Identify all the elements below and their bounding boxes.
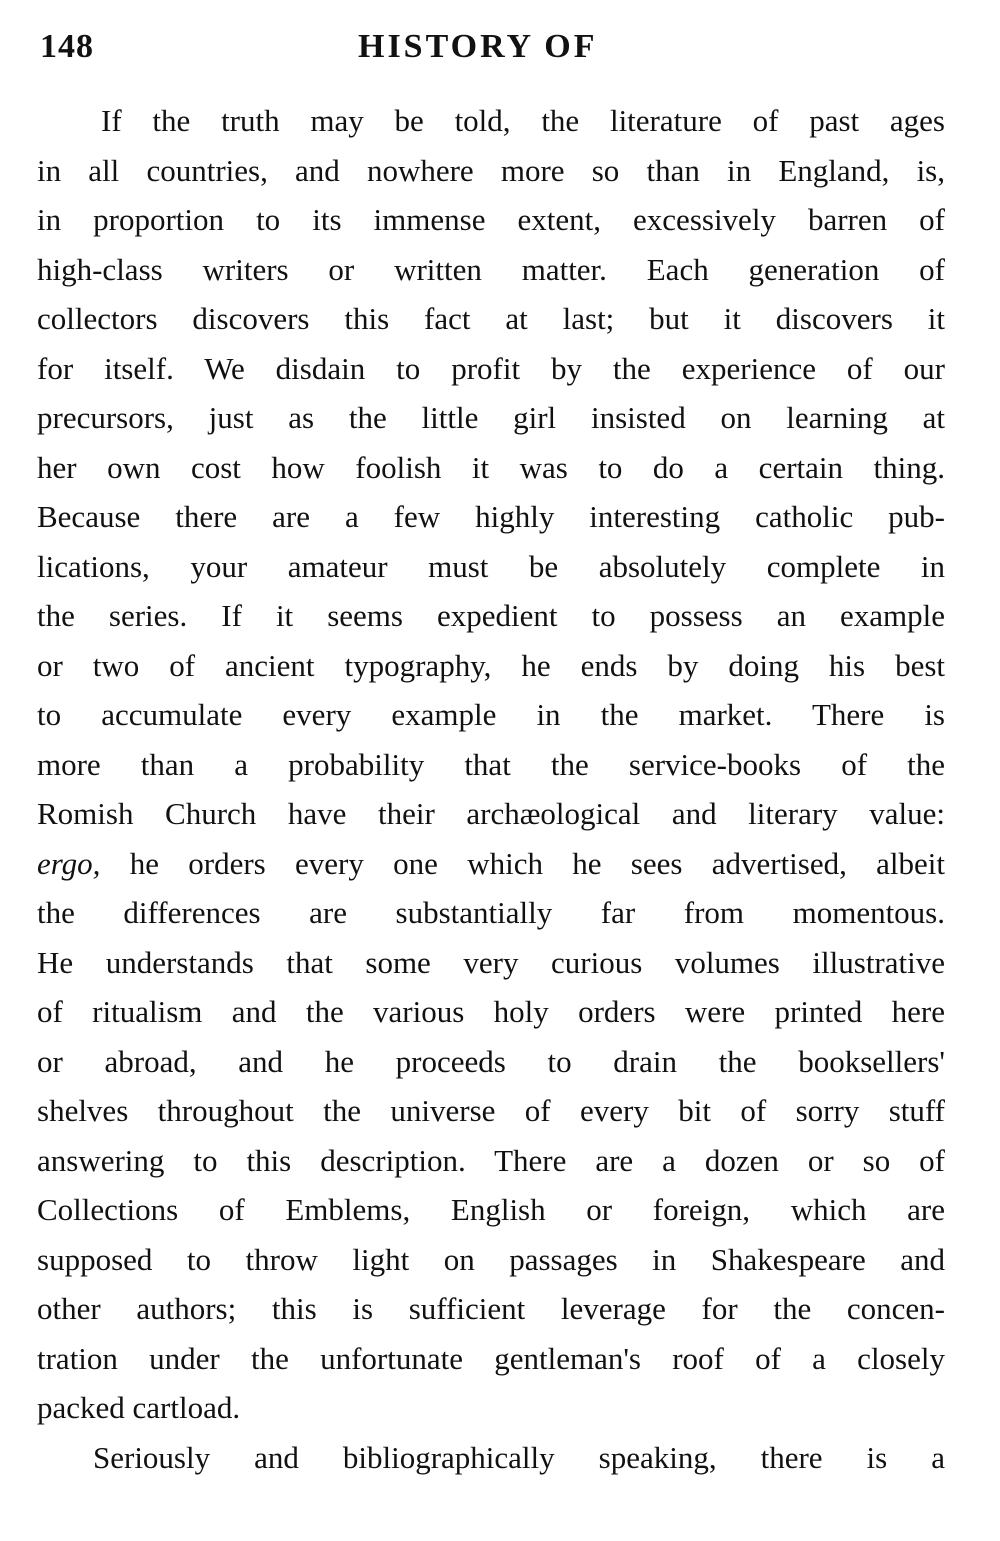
text-line: supposed to throw light on passages in Shakespeare and <box>37 1241 945 1277</box>
text-line: for itself. We disdain to profit by the experience of our <box>37 350 945 386</box>
text-line: tration under the unfortunate gentleman's roof of a closely <box>37 1340 945 1376</box>
text-line: her own cost how foolish it was to do a certain thing. <box>37 449 945 485</box>
text-line: lications, your amateur must be absolutely complete in <box>37 548 945 584</box>
text-line: If the truth may be told, the literature of past ages <box>101 103 945 138</box>
text-line: Collections of Emblems, English or foreign, which are <box>37 1192 945 1227</box>
text-line: or two of ancient typography, he ends by doing his best <box>37 647 945 683</box>
text-line-with-italic <box>37 839 945 889</box>
text-line: Because there are a few highly interesting catholic pub- <box>37 499 945 534</box>
text-line-rest: he orders every one which he sees advertised, albeit <box>129 845 946 881</box>
text-line: shelves throughout the universe of every bit of sorry stuff <box>37 1093 945 1128</box>
text-line: precursors, just as the little girl insisted on learning at <box>37 400 945 435</box>
text-line: Seriously and bibliographically speaking, there is a <box>93 1439 945 1475</box>
body-text <box>37 96 945 1482</box>
text-line: more than a probability that the service-books of the <box>37 746 945 782</box>
text-line: high-class writers or written matter. Each generation of <box>37 251 945 287</box>
text-line: packed cartload. <box>37 1390 241 1425</box>
page-number: 148 <box>40 28 94 65</box>
text-line: answering to this description. There are a dozen or so of <box>37 1142 945 1178</box>
page-header <box>40 28 945 72</box>
text-line: He understands that some very curious volumes illustrative <box>37 944 945 980</box>
italic-word: ergo, <box>37 845 101 881</box>
text-line: other authors; this is sufficient leverage for the concen- <box>37 1291 945 1326</box>
text-line: the differences are substantially far from momentous. <box>37 895 945 930</box>
text-line: of ritualism and the various holy orders were printed here <box>37 994 945 1029</box>
text-line: Romish Church have their archæological and literary value: <box>37 796 945 831</box>
text-line: collectors discovers this fact at last; but it discovers it <box>37 301 945 336</box>
text-line: in proportion to its immense extent, excessively barren of <box>37 202 945 237</box>
text-line: the series. If it seems expedient to possess an example <box>37 598 945 633</box>
text-line: in all countries, and nowhere more so than in England, is, <box>37 152 945 188</box>
running-title: HISTORY OF <box>358 28 598 65</box>
text-line: or abroad, and he proceeds to drain the booksellers' <box>37 1043 945 1079</box>
text-line: to accumulate every example in the market. There is <box>37 697 945 732</box>
